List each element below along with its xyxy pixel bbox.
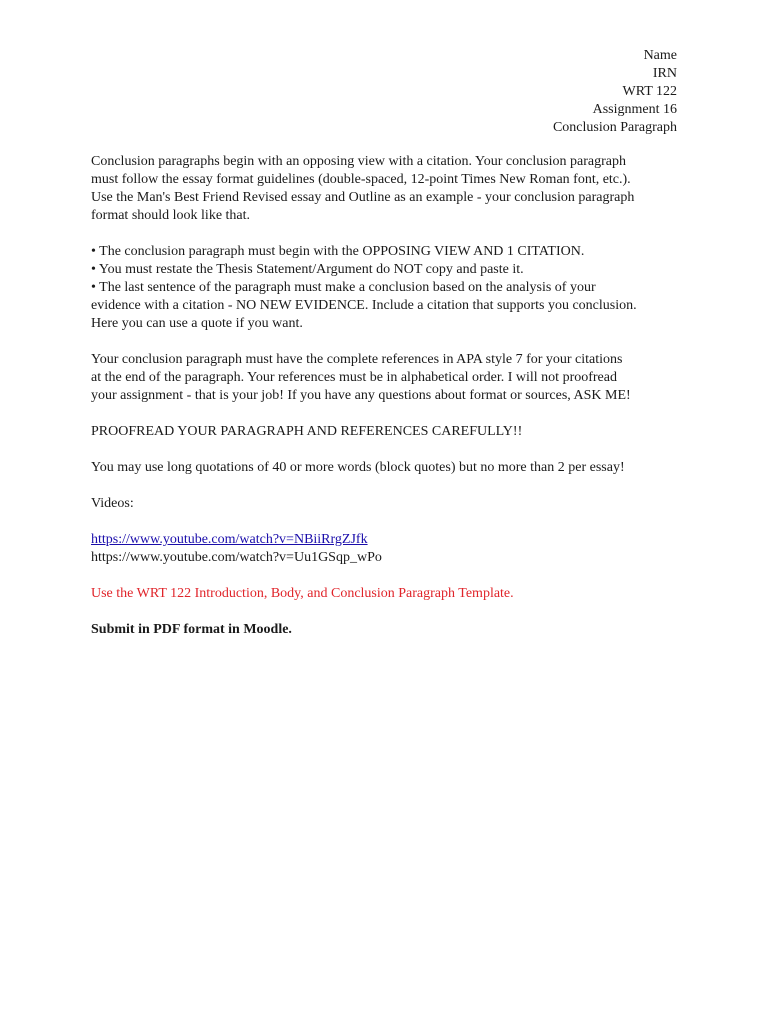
- references-line: at the end of the paragraph. Your references must be in alphabetical order. I will not proofread: [91, 370, 617, 385]
- header-topic: Conclusion Paragraph: [552, 120, 677, 135]
- videos-label: Videos:: [91, 496, 134, 511]
- video-links: [91, 531, 691, 567]
- body-block: [91, 153, 691, 657]
- video-link[interactable]: https://www.youtube.com/watch?v=NBiiRrgZJfk: [91, 532, 368, 547]
- quotations-note: You may use long quotations of 40 or more words (block quotes) but no more than 2 per essay!: [91, 460, 625, 475]
- references-paragraph: [91, 351, 691, 405]
- header-course: WRT 122: [622, 84, 677, 99]
- header-assignment: Assignment 16: [592, 102, 677, 117]
- intro-line: must follow the essay format guidelines (double-spaced, 12-point Times New Roman font, etc.).: [91, 172, 631, 187]
- requirement-line: Here you can use a quote if you want.: [91, 316, 303, 331]
- requirement-line: • You must restate the Thesis Statement/Argument do NOT copy and paste it.: [91, 262, 524, 277]
- requirement-item: [91, 261, 691, 279]
- requirement-line: evidence with a citation - NO NEW EVIDENCE. Include a citation that supports you conclusion.: [91, 298, 637, 313]
- intro-paragraph: [91, 153, 691, 225]
- header-name: Name: [643, 48, 677, 63]
- header-irn: IRN: [652, 66, 677, 81]
- requirement-item: [91, 279, 691, 333]
- proofread-note: PROOFREAD YOUR PARAGRAPH AND REFERENCES CAREFULLY!!: [91, 424, 523, 439]
- requirement-line: • The last sentence of the paragraph must make a conclusion based on the analysis of your: [91, 280, 596, 295]
- header-block: [553, 47, 677, 137]
- references-line: Your conclusion paragraph must have the complete references in APA style 7 for your citations: [91, 352, 623, 367]
- references-line: your assignment - that is your job! If you have any questions about format or sources, ASK ME!: [91, 388, 631, 403]
- submit-note: Submit in PDF format in Moodle.: [91, 622, 292, 637]
- video-url-text: https://www.youtube.com/watch?v=Uu1GSqp_wPo: [91, 550, 382, 565]
- requirement-line: • The conclusion paragraph must begin with the OPPOSING VIEW AND 1 CITATION.: [91, 244, 585, 259]
- template-note: Use the WRT 122 Introduction, Body, and Conclusion Paragraph Template.: [91, 586, 514, 601]
- requirements-list: [91, 243, 691, 333]
- intro-line: Conclusion paragraphs begin with an opposing view with a citation. Your conclusion paragraph: [91, 154, 627, 169]
- intro-line: Use the Man's Best Friend Revised essay and Outline as an example - your conclusion paragraph: [91, 190, 635, 205]
- intro-line: format should look like that.: [91, 208, 251, 223]
- requirement-item: [91, 243, 691, 261]
